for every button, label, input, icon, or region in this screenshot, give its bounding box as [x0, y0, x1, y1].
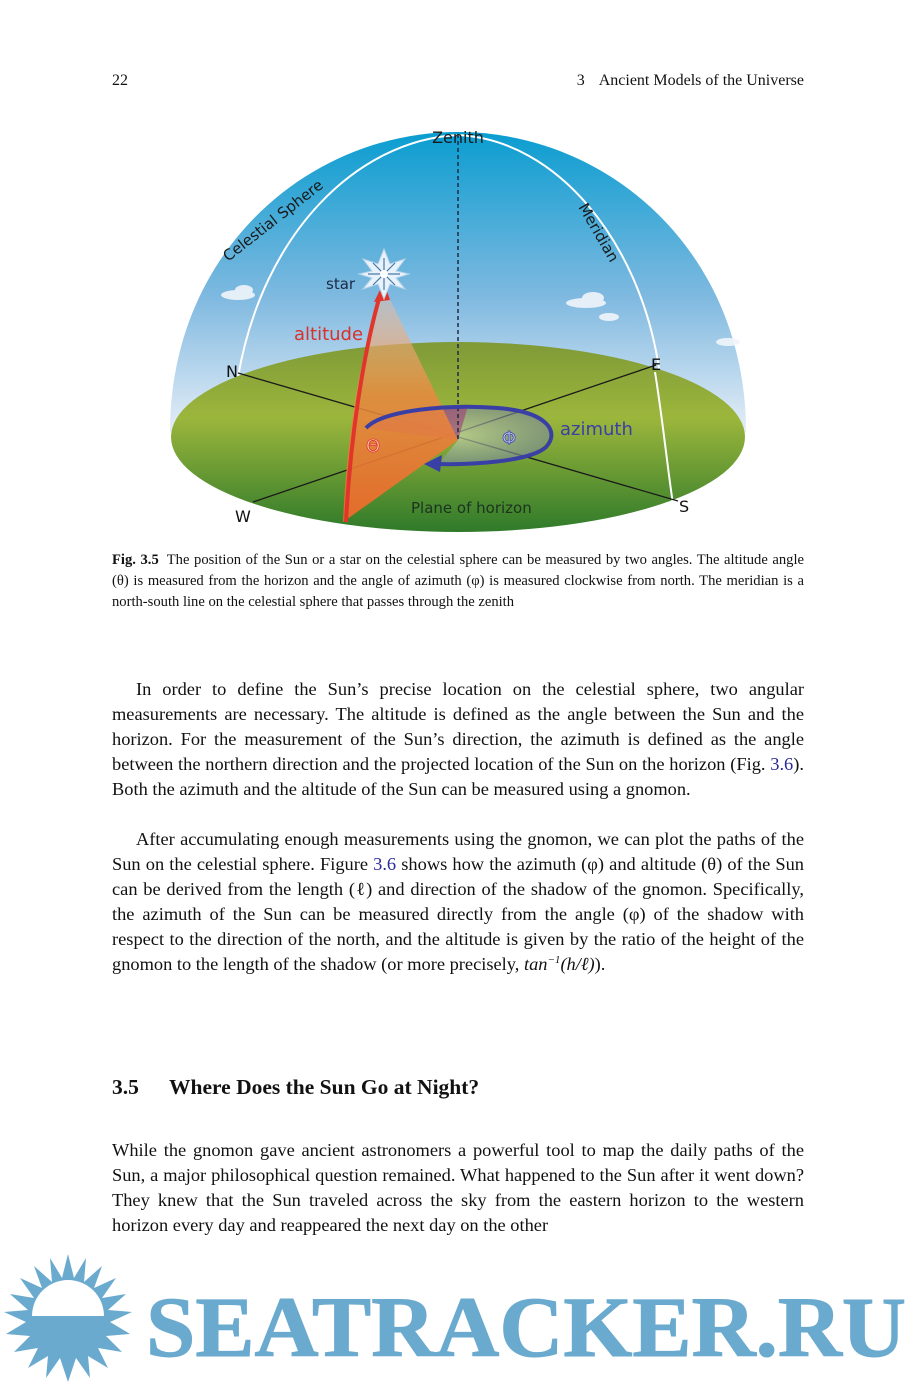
paragraph-text: ).	[594, 953, 606, 974]
running-head	[112, 72, 804, 92]
label-celestial-sphere: Celestial Sphere	[219, 175, 327, 266]
chapter-title	[577, 72, 804, 90]
section-number: 3.5	[112, 1075, 139, 1099]
math-argument: (h/ℓ)	[560, 953, 595, 974]
figure-label: Fig. 3.5	[112, 552, 159, 568]
sun-logo-icon	[4, 1254, 132, 1382]
label-south: S	[679, 497, 690, 516]
label-north: N	[226, 362, 238, 381]
figure-caption	[112, 550, 804, 613]
watermark-text: SEATRACKER.RU	[146, 1279, 906, 1375]
paragraph-3: While the gnomon gave ancient astronomers a powerful tool to map the daily paths of the Sun, a major philosophical question remained. What happened to the Sun after it went down? They knew that the Sun traveled across the sky from the eastern horizon to the western horizon every day and reappeared the next day on the other	[112, 1140, 804, 1235]
math-formula	[524, 954, 595, 974]
label-phi: Φ	[502, 428, 517, 449]
celestial-sphere-diagram	[168, 122, 748, 542]
caption-text: The position of the Sun or a star on the celestial sphere can be measured by two angles. The altitude angle (θ) is measured from the horizon and the angle of azimuth (φ) is measured clockwise from north. The meridian is a north-south line on the celestial sphere that passes through the zenith	[112, 552, 805, 610]
label-zenith: Zenith	[432, 128, 484, 147]
paragraph-text: In order to define the Sun’s precise location on the celestial sphere, two angular measurements are necessary. The altitude is defined as the angle between the Sun and the horizon. For the measurement of the Sun’s direction, the azimuth is defined as the angle between the northern direction and the projected location of the Sun on the horizon (Fig.	[112, 679, 804, 774]
label-theta: Θ	[366, 436, 381, 457]
figure-link[interactable]: 3.6	[373, 853, 397, 874]
section-heading	[112, 1075, 479, 1100]
page-number: 22	[112, 72, 128, 89]
section-title: Where Does the Sun Go at Night?	[169, 1075, 480, 1099]
paragraph-text: ). Both the azimuth and the altitude of the Sun can be measured using a gnomon.	[112, 753, 804, 799]
watermark	[0, 1252, 916, 1388]
figure-link[interactable]: 3.6	[770, 753, 794, 774]
label-azimuth: azimuth	[560, 419, 633, 440]
label-star: star	[326, 275, 356, 293]
label-plane-of-horizon: Plane of horizon	[411, 499, 532, 517]
label-meridian: Meridian	[574, 200, 623, 266]
label-altitude: altitude	[294, 324, 364, 345]
chapter-number: 3	[576, 72, 585, 89]
paragraph-2	[112, 827, 804, 976]
label-east: E	[651, 355, 662, 374]
figure-celestial-sphere	[168, 122, 748, 542]
math-base: tan	[523, 953, 548, 974]
chapter-title-text: Ancient Models of the Universe	[598, 72, 804, 89]
paragraph-text: shows how the azimuth (φ) and altitude (θ) of the Sun can be derived from the length (ℓ) and direction of the shadow of the gnomon. Specifically, the azimuth of the Sun can be measured directly from the angle (φ) of the shadow with respect to the direction of the north, and the altitude is given by the ratio of the height of the gnomon to the length of the shadow (or more precisely,	[112, 853, 804, 974]
math-superscript: −1	[547, 953, 561, 966]
paragraph-text: After accumulating enough measurements using the gnomon, we can plot the paths of the Sun on the celestial sphere. Figure	[112, 829, 804, 874]
paragraph-1	[112, 677, 804, 802]
label-west: W	[235, 507, 251, 526]
